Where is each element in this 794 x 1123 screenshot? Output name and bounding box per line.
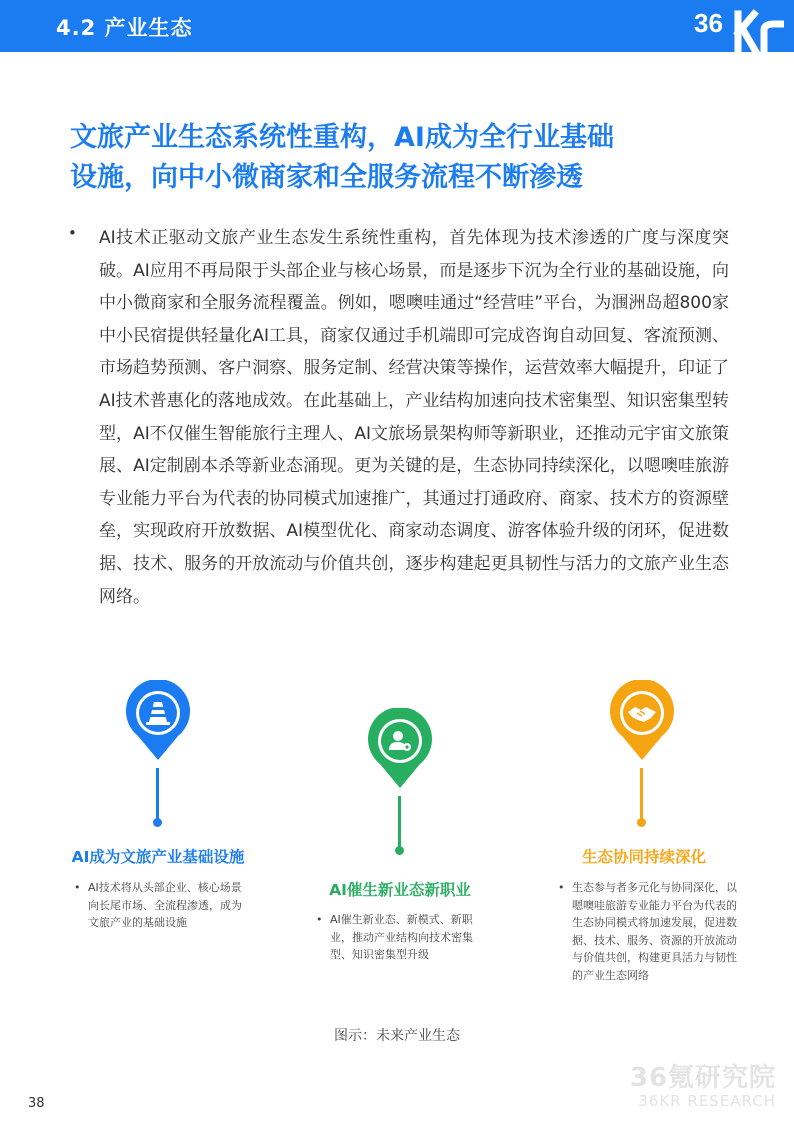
page-number: 38 bbox=[28, 1096, 45, 1111]
figure-caption: 图示：未来产业生态 bbox=[334, 1028, 460, 1044]
location-pin-green bbox=[366, 708, 434, 790]
column-list-ecosystem bbox=[558, 879, 738, 984]
header-bar bbox=[0, 0, 794, 52]
column-text-new-jobs: AI催生新业态、新模式、新职业，推动产业结构向技术密集型、知识密集型升级 bbox=[330, 913, 473, 961]
bullet-marker: • bbox=[68, 224, 77, 242]
body-paragraph: AI技术正驱动文旅产业生态发生系统性重构，首先体现为技术渗透的广度与深度突破。AI应用不再局限于头部企业与核心场景，而是逐步下沉为全行业的基础设施，向中小微商家和全服务流程覆盖。例如，嗯噢哇通过“经营哇”平台，为涠洲岛超800家中小民宿提供轻量化AI工具，商家仅通过手机端即可完成咨询自动回复、客流预测、市场趋势预测、客户洞察、服务定制、经营决策等操作，运营效率大幅提升，印证了AI技术普惠化的落地成效。在此基础上，产业结构加速向技术密集型、知识密集型转型，AI不仅催生智能旅行主理人、AI文旅场景架构师等新职业，还推动元宇宙文旅策展、AI定制剧本杀等新业态涌现。更为关键的是，生态协同持续深化，以嗯噢哇旅游专业能力平台为代表的协同模式加速推广，其通过打通政府、商家、技术方的资源壁垒，实现政府开放数据、AI模型优化、商家动态调度、游客体验升级的闭环，促进数据、技术、服务的开放流动与价值共创，逐步构建起更具韧性与活力的文旅产业生态网络。 bbox=[99, 228, 729, 607]
list-bullet: • bbox=[316, 913, 323, 926]
watermark bbox=[630, 1057, 776, 1110]
headline bbox=[70, 118, 750, 198]
column-text-ecosystem: 生态参与者多元化与协同深化，以嗯噢哇旅游专业能力平台为代表的生态协同模式将加速发展，促进数据、技术、服务、资源的开放流动与价值共创，构建更具活力与韧性的产业生态网络 bbox=[572, 881, 737, 982]
watermark-en: 36KR RESEARCH bbox=[638, 1092, 776, 1110]
list-bullet: • bbox=[74, 881, 81, 894]
column-title-ecosystem: 生态协同持续深化 bbox=[581, 848, 706, 866]
watermark-cn: 36氪研究院 bbox=[629, 1063, 776, 1093]
column-title-infrastructure: AI成为文旅产业基础设施 bbox=[71, 848, 245, 866]
connector-dot-green bbox=[395, 846, 404, 855]
logo-36: 36 bbox=[694, 8, 723, 38]
column-list-new-jobs bbox=[316, 911, 490, 964]
connector-dot-orange bbox=[637, 818, 646, 827]
location-pin-orange bbox=[608, 680, 676, 762]
headline-line-2: 设施，向中小微商家和全服务流程不断渗透 bbox=[70, 162, 583, 193]
connector-line-green bbox=[398, 796, 401, 848]
column-title-new-jobs: AI催生新业态新职业 bbox=[329, 881, 471, 899]
list-bullet: • bbox=[558, 881, 565, 894]
column-list-infrastructure bbox=[74, 879, 248, 932]
column-text-infrastructure: AI技术将从头部企业、核心场景向长尾市场、全流程渗透，成为文旅产业的基础设施 bbox=[88, 881, 242, 929]
location-pin-blue bbox=[124, 680, 192, 762]
connector-line-blue bbox=[156, 768, 159, 822]
section-title: 4.2 产业生态 bbox=[56, 16, 193, 40]
headline-line-1: 文旅产业生态系统性重构，AI成为全行业基础 bbox=[70, 122, 614, 153]
connector-line-orange bbox=[640, 768, 643, 822]
connector-dot-blue bbox=[153, 818, 162, 827]
brand-logo bbox=[694, 0, 794, 52]
